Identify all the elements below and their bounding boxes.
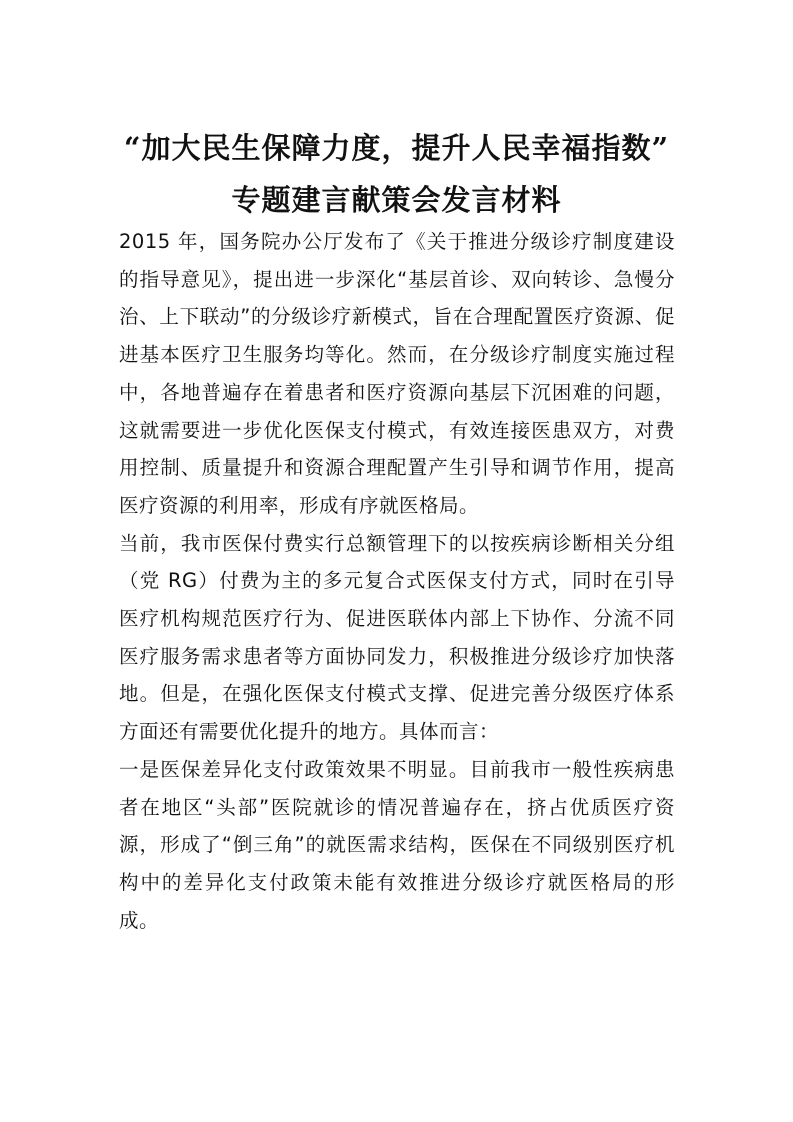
paragraph-2: 当前，我市医保付费实行总额管理下的以按疾病诊断相关分组（党 RG）付费为主的多元复合式医保支付方式，同时在引导医疗机构规范医疗行为、促进医联体内部上下协作、分流不同医疗服务需求患者等方面协同发力，积极推进分级诊疗加快落地。但是，在强化医保支付模式支撑、促进完善分级医疗体系方面还有需要优化提升的地方。具体而言：: [119, 531, 675, 744]
document-body: [119, 223, 675, 939]
paragraph-1: 2015 年，国务院办公厅发布了《关于推进分级诊疗制度建设的指导意见》，提出进一步深化“基层首诊、双向转诊、急慢分治、上下联动”的分级诊疗新模式，旨在合理配置医疗资源、促进基本医疗卫生服务均等化。然而，在分级诊疗制度实施过程中，各地普遍存在着患者和医疗资源向基层下沉困难的问题，这就需要进一步优化医保支付模式，有效连接医患双方，对费用控制、质量提升和资源合理配置产生引导和调节作用，提高医疗资源的利用率，形成有序就医格局。: [119, 230, 675, 517]
title-line-1: “加大民生保障力度，提升人民幸福指数”: [123, 131, 670, 165]
paragraph-3: 一是医保差异化支付政策效果不明显。目前我市一般性疾病患者在地区“头部”医院就诊的情况普遍存在，挤占优质医疗资源，形成了“倒三角”的就医需求结构，医保在不同级别医疗机构中的差异化支付政策未能有效推进分级诊疗就医格局的形成。: [119, 757, 675, 932]
title-line-2: 专题建言献策会发言材料: [231, 183, 562, 217]
document-title: [0, 122, 793, 226]
